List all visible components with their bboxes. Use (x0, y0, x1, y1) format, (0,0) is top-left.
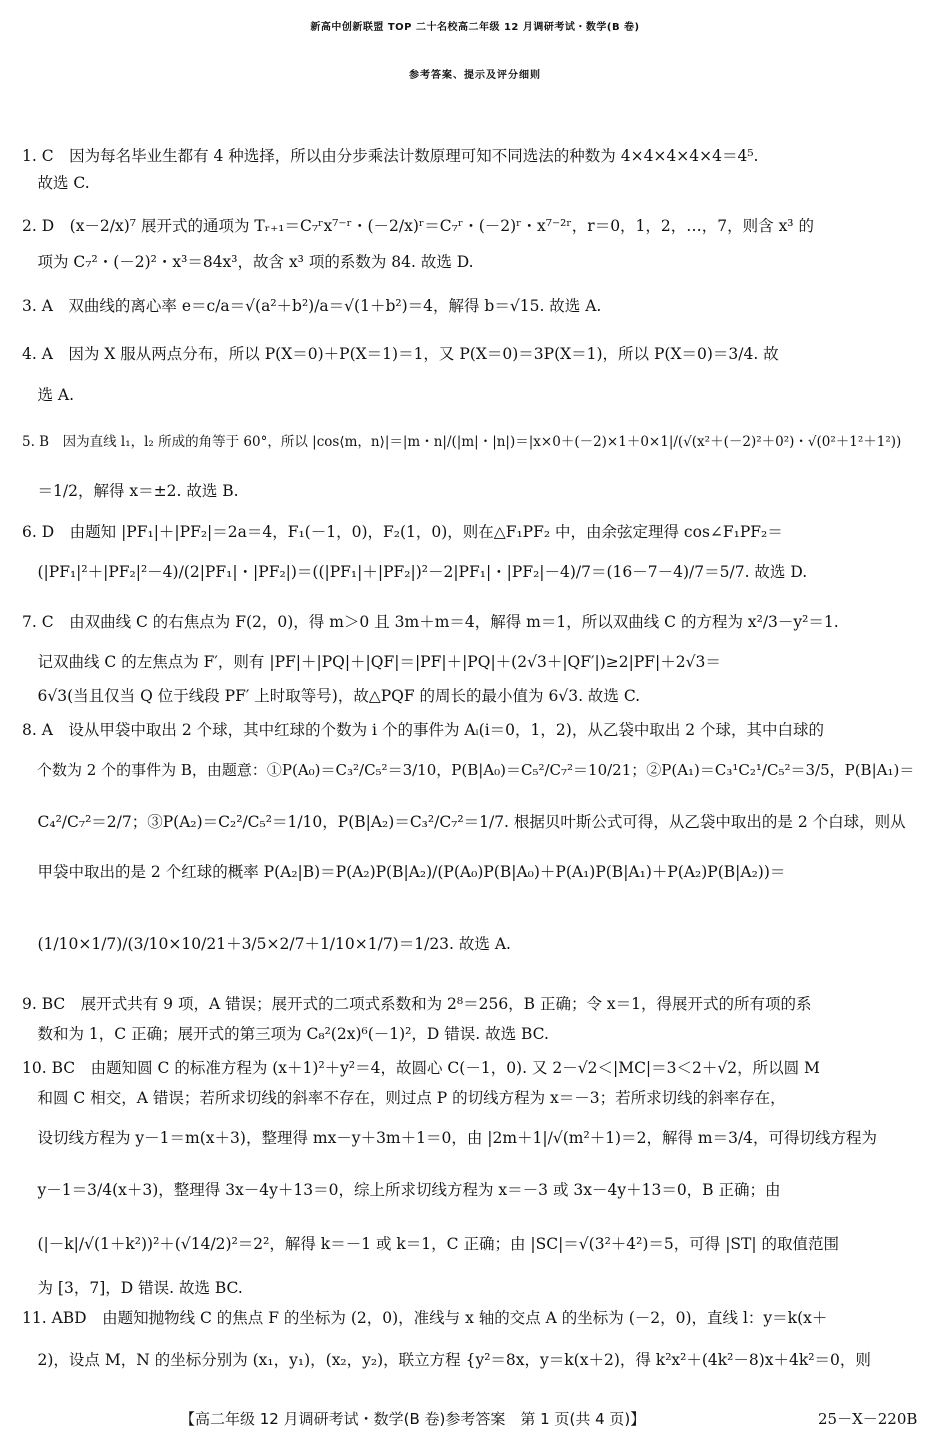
answer-line: 9. BC 展开式共有 9 项，A 错误；展开式的二项式系数和为 2⁸＝256，B 正确；令 x＝1，得展开式的所有项的系 (22, 995, 812, 1013)
answer-line: (1/10×1/7)/(3/10×10/21＋3/5×2/7＋1/10×1/7)＝1/23. 故选 A. (22, 935, 511, 953)
answer-line: 个数为 2 个的事件为 B，由题意：①P(A₀)＝C₃²/C₅²＝3/10，P(B|A₀)＝C₅²/C₇²＝10/21；②P(A₁)＝C₃¹C₂¹/C₅²＝3/5，P(B|A₁)＝ (22, 761, 915, 779)
answer-line: 2. D (x－2/x)⁷ 展开式的通项为 Tᵣ₊₁＝C₇ʳx⁷⁻ʳ・(－2/x)ʳ＝C₇ʳ・(－2)ʳ・x⁷⁻²ʳ，r＝0，1，2，…，7，则含 x³ 的 (22, 217, 814, 235)
page-subtitle: 参考答案、提示及评分细则 (409, 70, 541, 81)
page-footer: 【高二年级 12 月调研考试・数学(B 卷)参考答案 第 1 页(共 4 页)】 (180, 1410, 646, 1428)
answer-line: 为 [3，7]，D 错误. 故选 BC. (22, 1279, 243, 1297)
answer-line: 项为 C₇²・(－2)²・x³＝84x³，故含 x³ 项的系数为 84. 故选 D. (22, 253, 474, 271)
answer-line: 甲袋中取出的是 2 个红球的概率 P(A₂|B)＝P(A₂)P(B|A₂)/(P(A₀)P(B|A₀)＋P(A₁)P(B|A₁)＋P(A₂)P(B|A₂))＝ (22, 863, 786, 881)
answer-line: 6. D 由题知 |PF₁|＋|PF₂|＝2a＝4，F₁(－1，0)，F₂(1，0)，则在△F₁PF₂ 中，由余弦定理得 cos∠F₁PF₂＝ (22, 523, 783, 541)
answer-line: 10. BC 由题知圆 C 的标准方程为 (x＋1)²＋y²＝4，故圆心 C(－1，0). 又 2－√2＜|MC|＝3＜2＋√2，所以圆 M (22, 1059, 820, 1077)
answer-line: C₄²/C₇²＝2/7；③P(A₂)＝C₂²/C₅²＝1/10，P(B|A₂)＝C₃²/C₇²＝1/7. 根据贝叶斯公式可得，从乙袋中取出的是 2 个白球，则从 (22, 813, 906, 831)
answer-line: 故选 C. (22, 174, 90, 192)
answer-line: 数和为 1，C 正确；展开式的第三项为 C₈²(2x)⁶(－1)²，D 错误. 故选 BC. (22, 1025, 549, 1043)
answer-line: 6√3(当且仅当 Q 位于线段 PF′ 上时取等号)，故△PQF 的周长的最小值为 6√3. 故选 C. (22, 687, 641, 705)
answer-line: y－1＝3/4(x＋3)，整理得 3x－4y＋13＝0，综上所求切线方程为 x＝－3 或 3x－4y＋13＝0，B 正确；由 (22, 1181, 781, 1199)
answer-line: 设切线方程为 y－1＝m(x＋3)，整理得 mx－y＋3m＋1＝0，由 |2m＋1|/√(m²＋1)＝2，解得 m＝3/4，可得切线方程为 (22, 1129, 878, 1147)
answer-line: 和圆 C 相交，A 错误；若所求切线的斜率不存在，则过点 P 的切线方程为 x＝－3；若所求切线的斜率存在， (22, 1089, 786, 1107)
answer-line: 记双曲线 C 的左焦点为 F′，则有 |PF|＋|PQ|＋|QF|＝|PF|＋|PQ|＋(2√3＋|QF′|)≥2|PF|＋2√3＝ (22, 653, 721, 671)
answer-line: 3. A 双曲线的离心率 e＝c/a＝√(a²＋b²)/a＝√(1＋b²)＝4，解得 b＝√15. 故选 A. (22, 297, 602, 315)
answer-line: (|PF₁|²＋|PF₂|²－4)/(2|PF₁|・|PF₂|)＝((|PF₁|＋|PF₂|)²－2|PF₁|・|PF₂|－4)/7＝(16－7－4)/7＝5/7. 故选 D. (22, 563, 808, 581)
answer-line: 7. C 由双曲线 C 的右焦点为 F(2，0)，得 m＞0 且 3m＋m＝4，解得 m＝1，所以双曲线 C 的方程为 x²/3－y²＝1. (22, 613, 839, 631)
answer-line: 4. A 因为 X 服从两点分布，所以 P(X＝0)＋P(X＝1)＝1，又 P(X＝0)＝3P(X＝1)，所以 P(X＝0)＝3/4. 故 (22, 345, 779, 363)
answer-line: 2)，设点 M，N 的坐标分别为 (x₁，y₁)，(x₂，y₂)，联立方程 {y²＝8x，y＝k(x＋2)，得 k²x²＋(4k²－8)x＋4k²＝0，则 (22, 1351, 871, 1369)
page-title: 新高中创新联盟 TOP 二十名校高二年级 12 月调研考试・数学(B 卷) (310, 22, 640, 33)
document-code: 25－X－220B (818, 1410, 918, 1428)
answer-line: 1. C 因为每名毕业生都有 4 种选择，所以由分步乘法计数原理可知不同选法的种数为 4×4×4×4×4＝4⁵. (22, 147, 759, 165)
answer-line: 5. B 因为直线 l₁，l₂ 所成的角等于 60°，所以 |cos⟨m，n⟩|＝|m・n|/(|m|・|n|)＝|x×0＋(－2)×1＋0×1|/(√(x²＋(－2)²＋0²)・√(0²＋1²＋1²)) (22, 434, 902, 450)
answer-line: 11. ABD 由题知抛物线 C 的焦点 F 的坐标为 (2，0)，准线与 x 轴的交点 A 的坐标为 (－2，0)，直线 l：y＝k(x＋ (22, 1309, 828, 1327)
answer-line: 选 A. (22, 386, 75, 404)
answer-line: (|－k|/√(1＋k²))²＋(√14/2)²＝2²，解得 k＝－1 或 k＝1，C 正确；由 |SC|＝√(3²＋4²)＝5，可得 |ST| 的取值范围 (22, 1235, 840, 1253)
answer-line: ＝1/2，解得 x＝±2. 故选 B. (22, 482, 239, 500)
answer-line: 8. A 设从甲袋中取出 2 个球，其中红球的个数为 i 个的事件为 Aᵢ(i＝0，1，2)，从乙袋中取出 2 个球，其中白球的 (22, 721, 825, 739)
